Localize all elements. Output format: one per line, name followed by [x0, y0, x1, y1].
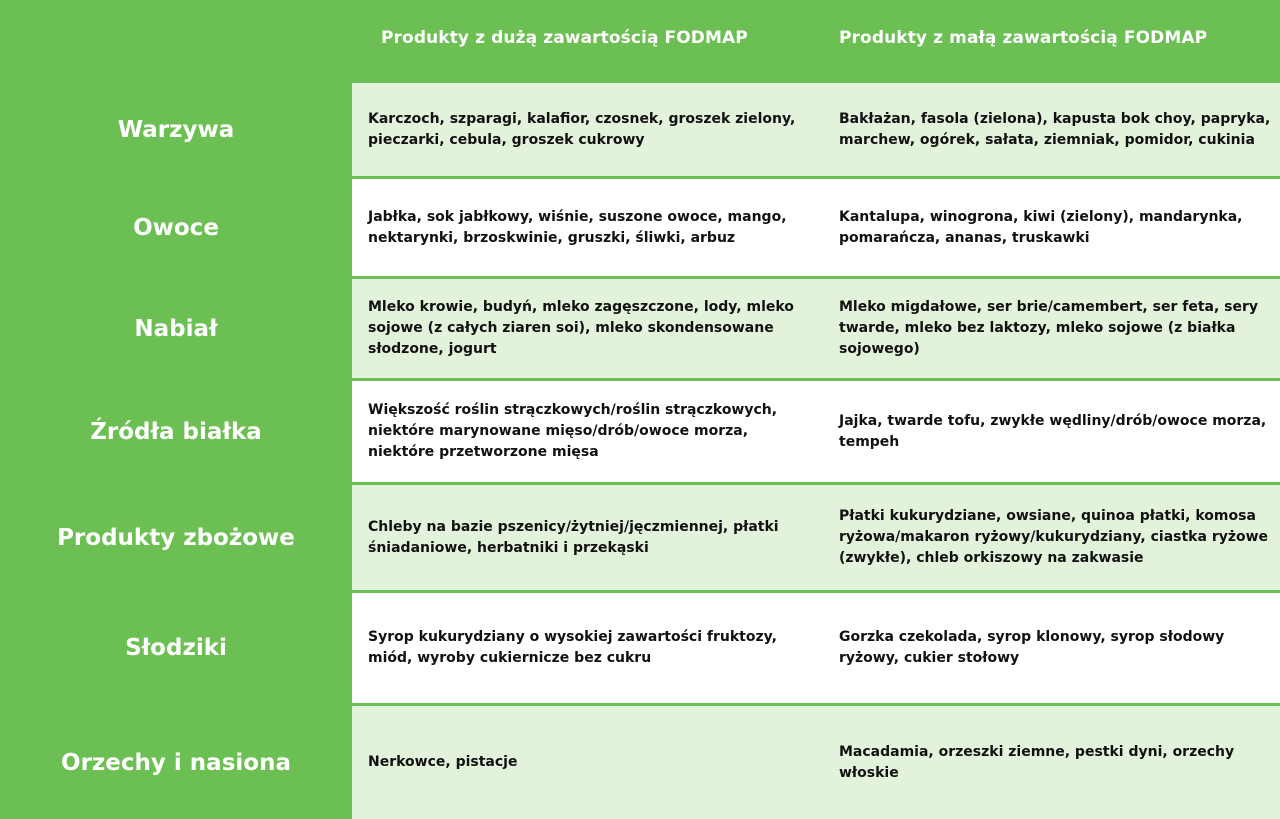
table-header [0, 0, 1280, 81]
low-fodmap-cell [823, 83, 1280, 176]
table-row-orzechy-i-nasiona [0, 706, 1280, 819]
low-fodmap-text: Bakłażan, fasola (zielona), kapusta bok choy, papryka, marchew, ogórek, sałata, ziemniak, pomidor, cukinia [839, 110, 1271, 148]
row-category-label: Produkty zbożowe [57, 524, 295, 551]
row-category-label: Owoce [133, 214, 219, 241]
high-fodmap-cell [352, 593, 823, 703]
table-row-slodziki [0, 593, 1280, 703]
low-fodmap-text: Płatki kukurydziane, owsiane, quinoa płatki, komosa ryżowa/makaron ryżowy/kukurydziany, ciastka ryżowe (zwykłe), chleb orkiszowy na zakwasie [839, 508, 1269, 566]
high-fodmap-text: Syrop kukurydziany o wysokiej zawartości fruktozy, miód, wyroby cukiernicze bez cukru [368, 629, 777, 666]
high-fodmap-cell [352, 381, 823, 482]
table-row-produkty-zbozowe [0, 485, 1280, 590]
table-row-zrodla-bialka [0, 381, 1280, 482]
high-fodmap-text: Jabłka, sok jabłkowy, wiśnie, suszone owoce, mango, nektarynki, brzoskwinie, gruszki, śliwki, arbuz [368, 208, 787, 246]
table-row-warzywa [0, 83, 1280, 176]
row-category-label: Nabiał [134, 315, 218, 342]
high-fodmap-cell [352, 83, 823, 176]
high-fodmap-cell [352, 485, 823, 590]
high-fodmap-cell [352, 279, 823, 378]
low-fodmap-cell [823, 593, 1280, 703]
low-fodmap-cell [823, 179, 1280, 276]
row-category-label: Warzywa [117, 116, 235, 143]
low-fodmap-cell [823, 706, 1280, 819]
table-row-owoce [0, 179, 1280, 276]
low-fodmap-cell [823, 485, 1280, 590]
column-header-high-fodmap: Produkty z dużą zawartością FODMAP [381, 28, 748, 48]
low-fodmap-text: Gorzka czekolada, syrop klonowy, syrop słodowy ryżowy, cukier stołowy [839, 629, 1225, 666]
low-fodmap-text: Kantalupa, winogrona, kiwi (zielony), mandarynka, pomarańcza, ananas, truskawki [839, 208, 1243, 246]
high-fodmap-cell [352, 179, 823, 276]
table-row-nabial [0, 279, 1280, 378]
row-category-label: Orzechy i nasiona [61, 749, 291, 776]
high-fodmap-text: Nerkowce, pistacje [368, 754, 518, 770]
high-fodmap-cell [352, 706, 823, 819]
low-fodmap-text: Jajka, twarde tofu, zwykłe wędliny/drób/owoce morza, tempeh [839, 412, 1267, 450]
high-fodmap-text: Mleko krowie, budyń, mleko zagęszczone, lody, mleko sojowe (z całych ziaren soi), mleko skondensowane słodzone, jogurt [368, 299, 794, 357]
high-fodmap-text: Chleby na bazie pszenicy/żytniej/jęczmiennej, płatki śniadaniowe, herbatniki i przekąski [368, 518, 779, 556]
low-fodmap-cell [823, 279, 1280, 378]
column-header-low-fodmap: Produkty z małą zawartością FODMAP [839, 28, 1208, 48]
row-category-label: Słodziki [125, 635, 227, 661]
row-category-label: Źródła białka [90, 418, 262, 445]
low-fodmap-cell [823, 381, 1280, 482]
low-fodmap-text: Mleko migdałowe, ser brie/camembert, ser feta, sery twarde, mleko bez laktozy, mleko sojowe (z białka sojowego) [839, 299, 1259, 357]
high-fodmap-text: Większość roślin strączkowych/roślin strączkowych, niektóre marynowane mięso/drób/owoce morza, niektóre przetworzone mięsa [368, 402, 778, 460]
high-fodmap-text: Karczoch, szparagi, kalafior, czosnek, groszek zielony, pieczarki, cebula, groszek cukrowy [368, 110, 796, 148]
low-fodmap-text: Macadamia, orzeszki ziemne, pestki dyni, orzechy włoskie [839, 743, 1235, 781]
